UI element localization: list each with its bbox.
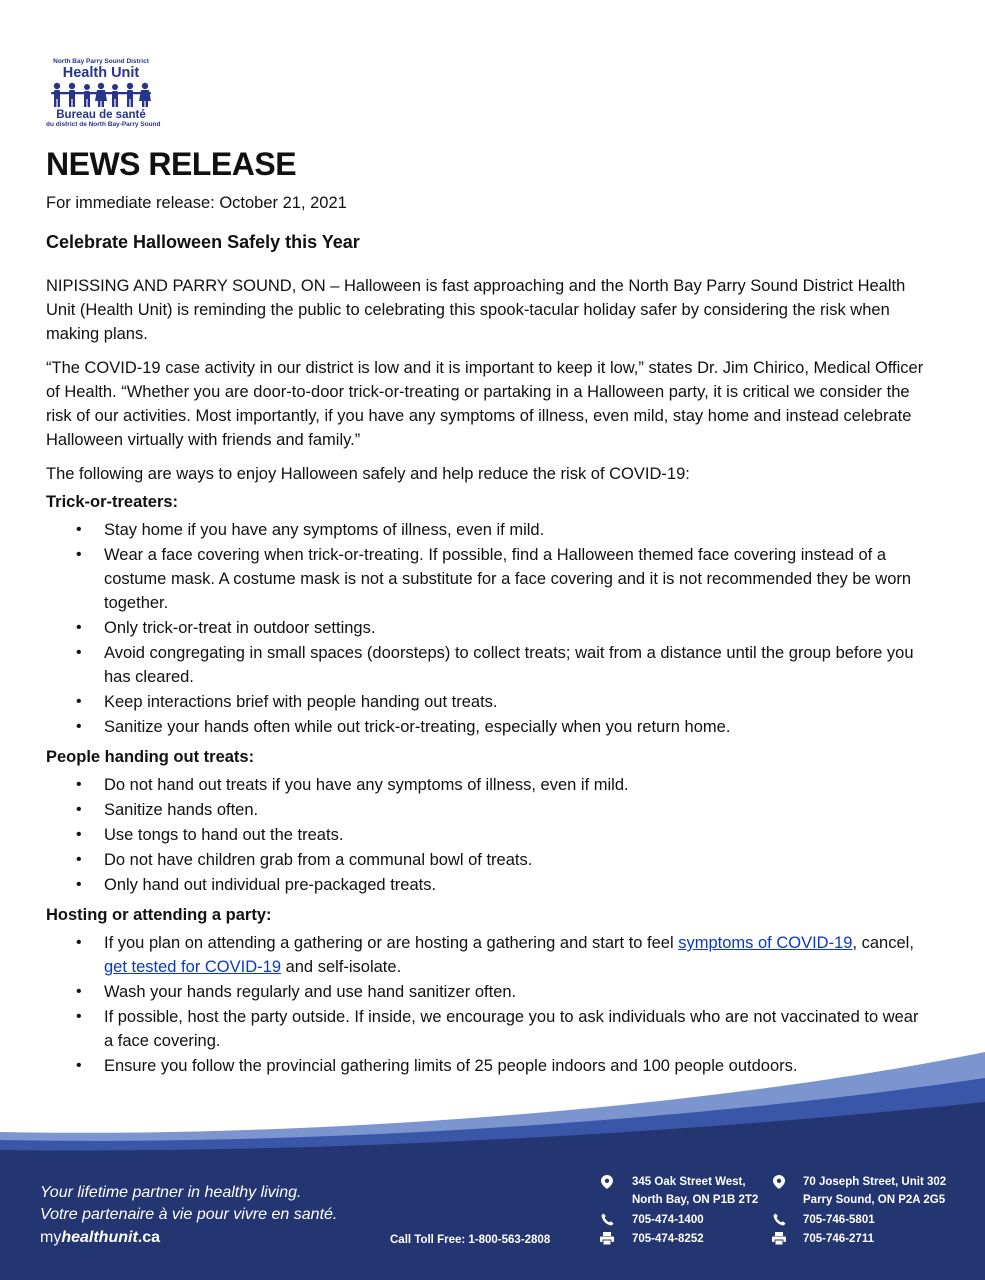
location-pin-icon — [772, 1175, 786, 1189]
headline: Celebrate Halloween Safely this Year — [46, 232, 360, 252]
list-item: • Stay home if you have any symptoms of illness, even if mild. — [104, 518, 926, 542]
ps-phone: 705-746-5801 — [803, 1214, 875, 1226]
list-item: • Wear a face covering when trick-or-treating. If possible, find a Halloween themed face covering instead of a costume mask. A costume mask is not a substitute for a face covering and it is not recommended they be worn together. — [104, 543, 926, 615]
list-item: • Avoid congregating in small spaces (doorsteps) to collect treats; wait from a distance until the group before you has cleared. — [104, 641, 926, 689]
list-item: • Do not hand out treats if you have any symptoms of illness, even if mild. — [104, 773, 926, 797]
list-item: • If possible, host the party outside. If inside, we encourage you to ask individuals who are not vaccinated to wear a face covering. — [104, 1005, 926, 1053]
page-title: NEWS RELEASE — [46, 146, 297, 182]
list-item: • Only hand out individual pre-packaged treats. — [104, 873, 926, 897]
release-date: For immediate release: October 21, 2021 — [46, 194, 347, 212]
ps-address-line1: 70 Joseph Street, Unit 302 — [803, 1176, 947, 1188]
ps-fax: 705-746-2711 — [803, 1233, 874, 1245]
ps-address-line2: Parry Sound, ON P2A 2G5 — [803, 1194, 946, 1206]
parry-sound-address — [803, 1173, 946, 1209]
item-text: and self-isolate. — [281, 958, 402, 976]
nb-fax: 705-474-8252 — [632, 1233, 704, 1245]
item-text: , cancel, — [852, 934, 914, 952]
tagline-en: Your lifetime partner in healthy living. — [40, 1184, 302, 1201]
section-heading-handing: People handing out treats: — [46, 748, 255, 766]
list-item — [104, 931, 926, 979]
logo-health-unit: Health Unit — [62, 65, 140, 81]
website-link[interactable] — [40, 1229, 160, 1247]
list-item: • Sanitize hands often. — [104, 798, 926, 822]
location-pin-icon — [600, 1175, 614, 1189]
nb-address-line1: 345 Oak Street West, — [632, 1176, 746, 1188]
fax-icon — [600, 1232, 614, 1246]
footer-tagline — [40, 1182, 337, 1226]
phone-icon — [772, 1213, 786, 1227]
toll-free: Call Toll Free: 1-800-563-2808 — [390, 1234, 551, 1246]
health-unit-logo — [46, 58, 161, 138]
section-heading-trick: Trick-or-treaters: — [46, 493, 179, 511]
trick-list — [46, 518, 926, 739]
site-ca: .ca — [137, 1229, 161, 1246]
list-item: • Only trick-or-treat in outdoor settings. — [104, 616, 926, 640]
quote-paragraph: “The COVID-19 case activity in our district is low and it is important to keep it low,” states Dr. Jim Chirico, Medical Officer of Health. “Whether you are door-to-door trick-or-treating or partaking in a Halloween party, it is critical we consider the risk of our activities. Most importantly, if you have any symptoms of illness, even mild, stay home and instead celebrate Halloween virtually with friends and family.” — [46, 359, 924, 449]
tagline-fr: Votre partenaire à vie pour vivre en santé. — [40, 1206, 338, 1223]
logo-district-name: North Bay Parry Sound District — [53, 58, 149, 65]
list-item: • Do not have children grab from a communal bowl of treats. — [104, 848, 926, 872]
list-item: • Keep interactions brief with people handing out treats. — [104, 690, 926, 714]
list-item: • Use tongs to hand out the treats. — [104, 823, 926, 847]
handing-list — [46, 773, 926, 897]
section-heading-party: Hosting or attending a party: — [46, 906, 272, 924]
north-bay-address — [632, 1173, 758, 1209]
site-healthunit: healthunit — [61, 1229, 138, 1246]
people-chain-icon — [49, 82, 153, 108]
list-item: • Sanitize your hands often while out trick-or-treating, especially when you return home. — [104, 715, 926, 739]
list-item: • Ensure you follow the provincial gathering limits of 25 people indoors and 100 people outdoors. — [104, 1054, 926, 1078]
list-item: • Wash your hands regularly and use hand sanitizer often. — [104, 980, 926, 1004]
item-text: If you plan on attending a gathering or are hosting a gathering and start to feel — [104, 934, 679, 952]
symptoms-link[interactable]: symptoms of COVID-19 — [678, 934, 853, 952]
logo-bureau-de-sante: Bureau de santé — [56, 109, 146, 121]
intro-paragraph: NIPISSING AND PARRY SOUND, ON – Halloween is fast approaching and the North Bay Parry Sound District Health Unit (Health Unit) is reminding the public to celebrating this spook-tacular holiday safer by considering the risk when making plans. — [46, 277, 906, 343]
list-intro-paragraph: The following are ways to enjoy Halloween safely and help reduce the risk of COVID-19: — [46, 465, 690, 483]
get-tested-link[interactable]: get tested for COVID-19 — [104, 958, 281, 976]
article-body — [46, 274, 926, 1084]
nb-phone: 705-474-1400 — [632, 1214, 704, 1226]
logo-district-fr: du district de North Bay-Parry Sound — [46, 121, 161, 128]
fax-icon — [772, 1232, 786, 1246]
nb-address-line2: North Bay, ON P1B 2T2 — [632, 1194, 759, 1206]
site-my: my — [40, 1229, 62, 1246]
phone-icon — [600, 1213, 614, 1227]
